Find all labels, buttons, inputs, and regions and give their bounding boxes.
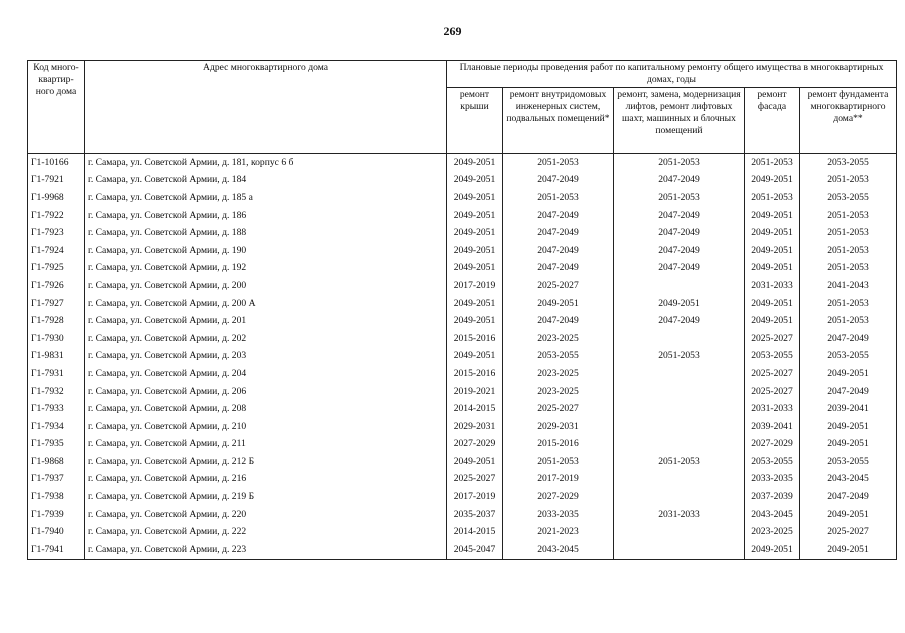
cell-foundation-period: 2039-2041 bbox=[800, 400, 897, 418]
cell-lifts-period: 2047-2049 bbox=[614, 260, 745, 278]
cell-facade-period: 2049-2051 bbox=[745, 242, 800, 260]
cell-foundation-period: 2049-2051 bbox=[800, 365, 897, 383]
cell-address: г. Самара, ул. Советской Армии, д. 219 Б bbox=[85, 488, 447, 506]
cell-address: г. Самара, ул. Советской Армии, д. 186 bbox=[85, 207, 447, 225]
cell-house-code: Г1-7924 bbox=[28, 242, 85, 260]
cell-house-code: Г1-7925 bbox=[28, 260, 85, 278]
cell-systems-period: 2033-2035 bbox=[503, 506, 614, 524]
table-row bbox=[28, 523, 897, 541]
cell-systems-period: 2051-2053 bbox=[503, 189, 614, 207]
cell-roof-period: 2035-2037 bbox=[447, 506, 503, 524]
cell-facade-period: 2033-2035 bbox=[745, 471, 800, 489]
cell-address: г. Самара, ул. Советской Армии, д. 188 bbox=[85, 224, 447, 242]
cell-lifts-period bbox=[614, 365, 745, 383]
cell-house-code: Г1-7939 bbox=[28, 506, 85, 524]
cell-foundation-period: 2051-2053 bbox=[800, 242, 897, 260]
cell-systems-period: 2047-2049 bbox=[503, 207, 614, 225]
cell-roof-period: 2049-2051 bbox=[447, 453, 503, 471]
cell-facade-period: 2031-2033 bbox=[745, 400, 800, 418]
cell-foundation-period: 2047-2049 bbox=[800, 330, 897, 348]
cell-house-code: Г1-7921 bbox=[28, 172, 85, 190]
cell-house-code: Г1-10166 bbox=[28, 154, 85, 172]
cell-foundation-period: 2051-2053 bbox=[800, 172, 897, 190]
cell-house-code: Г1-7940 bbox=[28, 523, 85, 541]
cell-systems-period: 2025-2027 bbox=[503, 277, 614, 295]
capital-repair-table bbox=[27, 60, 897, 560]
cell-facade-period: 2031-2033 bbox=[745, 277, 800, 295]
cell-address: г. Самара, ул. Советской Армии, д. 185 а bbox=[85, 189, 447, 207]
cell-systems-period: 2047-2049 bbox=[503, 224, 614, 242]
cell-lifts-period: 2047-2049 bbox=[614, 312, 745, 330]
cell-roof-period: 2049-2051 bbox=[447, 260, 503, 278]
cell-house-code: Г1-7931 bbox=[28, 365, 85, 383]
cell-house-code: Г1-7937 bbox=[28, 471, 85, 489]
cell-systems-period: 2053-2055 bbox=[503, 348, 614, 366]
header-engineering-systems: ремонт внутридомовых инженерных систем, подвальных помещений* bbox=[503, 88, 614, 154]
cell-address: г. Самара, ул. Советской Армии, д. 220 bbox=[85, 506, 447, 524]
cell-systems-period: 2047-2049 bbox=[503, 242, 614, 260]
cell-lifts-period bbox=[614, 330, 745, 348]
cell-facade-period: 2039-2041 bbox=[745, 418, 800, 436]
cell-foundation-period: 2053-2055 bbox=[800, 348, 897, 366]
cell-roof-period: 2049-2051 bbox=[447, 312, 503, 330]
cell-facade-period: 2051-2053 bbox=[745, 154, 800, 172]
cell-facade-period: 2049-2051 bbox=[745, 172, 800, 190]
cell-facade-period: 2053-2055 bbox=[745, 453, 800, 471]
header-address: Адрес многоквартирного дома bbox=[85, 61, 447, 154]
cell-facade-period: 2037-2039 bbox=[745, 488, 800, 506]
cell-foundation-period: 2025-2027 bbox=[800, 523, 897, 541]
cell-roof-period: 2045-2047 bbox=[447, 541, 503, 559]
cell-lifts-period: 2047-2049 bbox=[614, 224, 745, 242]
cell-foundation-period: 2047-2049 bbox=[800, 488, 897, 506]
table-row bbox=[28, 453, 897, 471]
cell-foundation-period: 2053-2055 bbox=[800, 154, 897, 172]
cell-foundation-period: 2053-2055 bbox=[800, 453, 897, 471]
table-row bbox=[28, 506, 897, 524]
cell-house-code: Г1-7933 bbox=[28, 400, 85, 418]
cell-foundation-period: 2051-2053 bbox=[800, 224, 897, 242]
cell-address: г. Самара, ул. Советской Армии, д. 203 bbox=[85, 348, 447, 366]
cell-address: г. Самара, ул. Советской Армии, д. 200 bbox=[85, 277, 447, 295]
cell-facade-period: 2049-2051 bbox=[745, 312, 800, 330]
table-row bbox=[28, 436, 897, 454]
cell-facade-period: 2025-2027 bbox=[745, 330, 800, 348]
cell-systems-period: 2047-2049 bbox=[503, 260, 614, 278]
cell-systems-period: 2029-2031 bbox=[503, 418, 614, 436]
cell-systems-period: 2023-2025 bbox=[503, 365, 614, 383]
cell-address: г. Самара, ул. Советской Армии, д. 184 bbox=[85, 172, 447, 190]
cell-house-code: Г1-7922 bbox=[28, 207, 85, 225]
cell-house-code: Г1-7923 bbox=[28, 224, 85, 242]
table-row bbox=[28, 242, 897, 260]
cell-foundation-period: 2049-2051 bbox=[800, 506, 897, 524]
cell-systems-period: 2027-2029 bbox=[503, 488, 614, 506]
cell-house-code: Г1-7928 bbox=[28, 312, 85, 330]
cell-lifts-period bbox=[614, 400, 745, 418]
cell-address: г. Самара, ул. Советской Армии, д. 192 bbox=[85, 260, 447, 278]
table-row bbox=[28, 383, 897, 401]
cell-systems-period: 2015-2016 bbox=[503, 436, 614, 454]
cell-roof-period: 2049-2051 bbox=[447, 172, 503, 190]
cell-lifts-period bbox=[614, 436, 745, 454]
table-row bbox=[28, 260, 897, 278]
cell-lifts-period: 2031-2033 bbox=[614, 506, 745, 524]
cell-systems-period: 2051-2053 bbox=[503, 154, 614, 172]
table-row bbox=[28, 207, 897, 225]
cell-systems-period: 2043-2045 bbox=[503, 541, 614, 559]
cell-facade-period: 2023-2025 bbox=[745, 523, 800, 541]
cell-house-code: Г1-7930 bbox=[28, 330, 85, 348]
cell-systems-period: 2051-2053 bbox=[503, 453, 614, 471]
page-number: 269 bbox=[443, 24, 462, 38]
table-row bbox=[28, 154, 897, 172]
header-facade: ремонт фасада bbox=[745, 88, 800, 154]
cell-foundation-period: 2051-2053 bbox=[800, 260, 897, 278]
table-row bbox=[28, 418, 897, 436]
cell-address: г. Самара, ул. Советской Армии, д. 200 А bbox=[85, 295, 447, 313]
header-lifts: ремонт, замена, модернизация лифтов, ремонт лифтовых шахт, машинных и блочных помещений bbox=[614, 88, 745, 154]
header-roof-repair: ремонт крыши bbox=[447, 88, 503, 154]
cell-address: г. Самара, ул. Советской Армии, д. 208 bbox=[85, 400, 447, 418]
table-row bbox=[28, 172, 897, 190]
cell-house-code: Г1-7926 bbox=[28, 277, 85, 295]
table-row bbox=[28, 312, 897, 330]
cell-systems-period: 2023-2025 bbox=[503, 330, 614, 348]
cell-address: г. Самара, ул. Советской Армии, д. 206 bbox=[85, 383, 447, 401]
table-body bbox=[28, 154, 897, 560]
table-row bbox=[28, 348, 897, 366]
cell-roof-period: 2049-2051 bbox=[447, 189, 503, 207]
cell-facade-period: 2053-2055 bbox=[745, 348, 800, 366]
cell-house-code: Г1-7941 bbox=[28, 541, 85, 559]
cell-address: г. Самара, ул. Советской Армии, д. 211 bbox=[85, 436, 447, 454]
cell-lifts-period: 2051-2053 bbox=[614, 154, 745, 172]
cell-foundation-period: 2053-2055 bbox=[800, 189, 897, 207]
cell-foundation-period: 2049-2051 bbox=[800, 418, 897, 436]
cell-house-code: Г1-9968 bbox=[28, 189, 85, 207]
cell-lifts-period bbox=[614, 383, 745, 401]
cell-facade-period: 2043-2045 bbox=[745, 506, 800, 524]
cell-house-code: Г1-7927 bbox=[28, 295, 85, 313]
cell-house-code: Г1-7938 bbox=[28, 488, 85, 506]
cell-facade-period: 2025-2027 bbox=[745, 383, 800, 401]
cell-lifts-period bbox=[614, 418, 745, 436]
cell-lifts-period bbox=[614, 541, 745, 559]
cell-roof-period: 2015-2016 bbox=[447, 330, 503, 348]
cell-facade-period: 2051-2053 bbox=[745, 189, 800, 207]
cell-lifts-period: 2051-2053 bbox=[614, 453, 745, 471]
cell-facade-period: 2027-2029 bbox=[745, 436, 800, 454]
cell-roof-period: 2049-2051 bbox=[447, 154, 503, 172]
cell-systems-period: 2025-2027 bbox=[503, 400, 614, 418]
cell-address: г. Самара, ул. Советской Армии, д. 222 bbox=[85, 523, 447, 541]
cell-roof-period: 2027-2029 bbox=[447, 436, 503, 454]
cell-foundation-period: 2051-2053 bbox=[800, 312, 897, 330]
cell-systems-period: 2049-2051 bbox=[503, 295, 614, 313]
header-house-code: Код много-квартир-ного дома bbox=[28, 61, 85, 154]
cell-address: г. Самара, ул. Советской Армии, д. 181, корпус 6 б bbox=[85, 154, 447, 172]
cell-lifts-period: 2049-2051 bbox=[614, 295, 745, 313]
cell-lifts-period: 2051-2053 bbox=[614, 348, 745, 366]
cell-address: г. Самара, ул. Советской Армии, д. 190 bbox=[85, 242, 447, 260]
cell-foundation-period: 2043-2045 bbox=[800, 471, 897, 489]
cell-house-code: Г1-7934 bbox=[28, 418, 85, 436]
table-row bbox=[28, 541, 897, 559]
cell-systems-period: 2023-2025 bbox=[503, 383, 614, 401]
cell-lifts-period bbox=[614, 523, 745, 541]
cell-systems-period: 2021-2023 bbox=[503, 523, 614, 541]
cell-facade-period: 2025-2027 bbox=[745, 365, 800, 383]
cell-address: г. Самара, ул. Советской Армии, д. 212 Б bbox=[85, 453, 447, 471]
cell-address: г. Самара, ул. Советской Армии, д. 216 bbox=[85, 471, 447, 489]
table-row bbox=[28, 330, 897, 348]
cell-lifts-period: 2047-2049 bbox=[614, 172, 745, 190]
cell-lifts-period: 2047-2049 bbox=[614, 207, 745, 225]
table-row bbox=[28, 295, 897, 313]
header-foundation: ремонт фундамента многоквартирного дома** bbox=[800, 88, 897, 154]
cell-house-code: Г1-9831 bbox=[28, 348, 85, 366]
cell-address: г. Самара, ул. Советской Армии, д. 210 bbox=[85, 418, 447, 436]
cell-systems-period: 2017-2019 bbox=[503, 471, 614, 489]
cell-foundation-period: 2049-2051 bbox=[800, 436, 897, 454]
cell-foundation-period: 2041-2043 bbox=[800, 277, 897, 295]
cell-lifts-period bbox=[614, 471, 745, 489]
cell-roof-period: 2017-2019 bbox=[447, 488, 503, 506]
header-planned-periods: Плановые периоды проведения работ по капитальному ремонту общего имущества в многоквартирных домах, годы bbox=[447, 61, 897, 88]
cell-roof-period: 2049-2051 bbox=[447, 348, 503, 366]
cell-systems-period: 2047-2049 bbox=[503, 172, 614, 190]
cell-roof-period: 2015-2016 bbox=[447, 365, 503, 383]
cell-roof-period: 2029-2031 bbox=[447, 418, 503, 436]
cell-roof-period: 2049-2051 bbox=[447, 242, 503, 260]
cell-address: г. Самара, ул. Советской Армии, д. 201 bbox=[85, 312, 447, 330]
cell-house-code: Г1-9868 bbox=[28, 453, 85, 471]
cell-lifts-period: 2051-2053 bbox=[614, 189, 745, 207]
cell-facade-period: 2049-2051 bbox=[745, 295, 800, 313]
cell-roof-period: 2019-2021 bbox=[447, 383, 503, 401]
cell-roof-period: 2014-2015 bbox=[447, 523, 503, 541]
table-row bbox=[28, 224, 897, 242]
cell-address: г. Самара, ул. Советской Армии, д. 204 bbox=[85, 365, 447, 383]
cell-foundation-period: 2049-2051 bbox=[800, 541, 897, 559]
cell-roof-period: 2049-2051 bbox=[447, 224, 503, 242]
cell-address: г. Самара, ул. Советской Армии, д. 223 bbox=[85, 541, 447, 559]
cell-roof-period: 2025-2027 bbox=[447, 471, 503, 489]
cell-roof-period: 2049-2051 bbox=[447, 207, 503, 225]
cell-address: г. Самара, ул. Советской Армии, д. 202 bbox=[85, 330, 447, 348]
cell-facade-period: 2049-2051 bbox=[745, 541, 800, 559]
table-row bbox=[28, 400, 897, 418]
cell-lifts-period bbox=[614, 488, 745, 506]
cell-lifts-period: 2047-2049 bbox=[614, 242, 745, 260]
table-row bbox=[28, 189, 897, 207]
cell-facade-period: 2049-2051 bbox=[745, 260, 800, 278]
table-row bbox=[28, 365, 897, 383]
table-row bbox=[28, 488, 897, 506]
cell-foundation-period: 2047-2049 bbox=[800, 383, 897, 401]
table-row bbox=[28, 277, 897, 295]
cell-roof-period: 2014-2015 bbox=[447, 400, 503, 418]
cell-lifts-period bbox=[614, 277, 745, 295]
cell-facade-period: 2049-2051 bbox=[745, 224, 800, 242]
cell-roof-period: 2017-2019 bbox=[447, 277, 503, 295]
cell-roof-period: 2049-2051 bbox=[447, 295, 503, 313]
cell-foundation-period: 2051-2053 bbox=[800, 295, 897, 313]
cell-facade-period: 2049-2051 bbox=[745, 207, 800, 225]
cell-house-code: Г1-7935 bbox=[28, 436, 85, 454]
table-row bbox=[28, 471, 897, 489]
cell-systems-period: 2047-2049 bbox=[503, 312, 614, 330]
cell-house-code: Г1-7932 bbox=[28, 383, 85, 401]
cell-foundation-period: 2051-2053 bbox=[800, 207, 897, 225]
